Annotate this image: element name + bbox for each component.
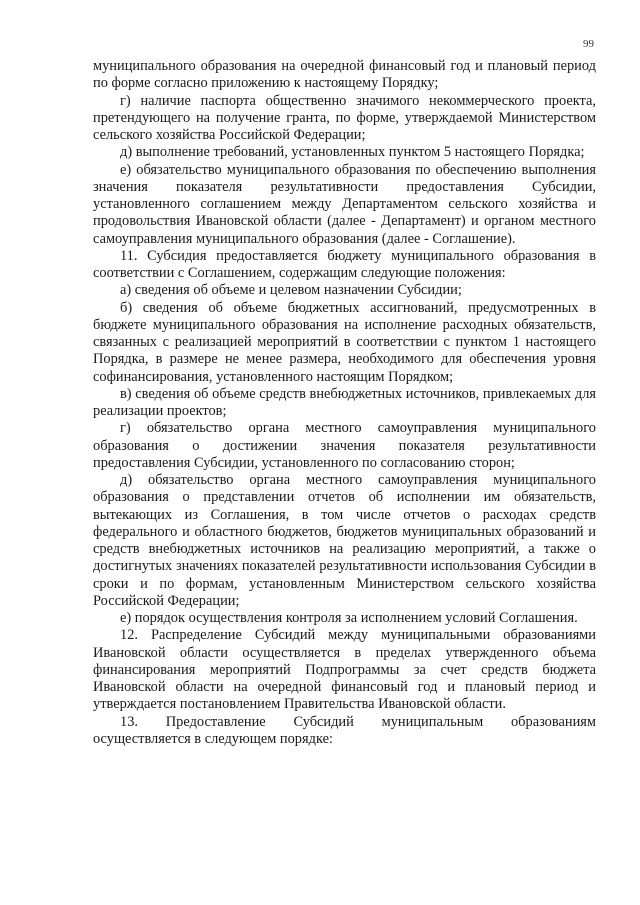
paragraph: г) обязательство органа местного самоуправления муниципального образования о достижении значения показателя результативности предоставления Субсидии, установленного по согласованию сторон;: [93, 420, 596, 471]
paragraph: е) порядок осуществления контроля за исполнением условий Соглашения.: [120, 610, 578, 626]
paragraph: а) сведения об объеме и целевом назначении Субсидии;: [120, 282, 462, 299]
paragraph: д) выполнение требований, установленных пунктом 5 настоящего Порядка;: [120, 144, 585, 161]
paragraph: г) наличие паспорта общественно значимого некоммерческого проекта, претендующего на получение гранта, по форме, утверждаемой Министерством сельского хозяйства Российской Федерации;: [93, 92, 596, 143]
paragraph: 12. Распределение Субсидий между муниципальными образованиями Ивановской области осуществляется в пределах утвержденного объема финансирования мероприятий Подпрограммы за счет средств бюджета Ивановской области на очередной финансовый год и плановый период и утверждается постановлением Правительства Ивановской области.: [93, 627, 596, 713]
paragraph: муниципального образования на очередной финансовый год и плановый период по форме согласно приложению к настоящему Порядку;: [93, 58, 596, 92]
document-body: [93, 58, 596, 748]
paragraph: в) сведения об объеме средств внебюджетных источников, привлекаемых для реализации проектов;: [93, 385, 596, 419]
paragraph: б) сведения об объеме бюджетных ассигнований, предусмотренных в бюджете муниципального образования на исполнение расходных обязательств, связанных с реализацией мероприятий в соответствии с пунктом 1 настоящего Порядка, в размере не менее размера, необходимого для обеспечения уровня софинансирования, установленного настоящим Порядком;: [93, 299, 596, 385]
paragraph: д) обязательство органа местного самоуправления муниципального образования о представлении отчетов об исполнении им обязательств, вытекающих из Соглашения, в том числе отчетов о расходах средств федерального и областного бюджетов, бюджетов муниципальных образований и средств внебюджетных источников на реализацию мероприятий, а также о достигнутых значениях показателей результативности использования Субсидии в сроки и по формам, установленным Министерством сельского хозяйства Российской Федерации;: [93, 472, 596, 609]
page-number: 99: [583, 38, 594, 50]
paragraph: 13. Предоставление Субсидий муниципальным образованиям осуществляется в следующем порядке:: [93, 713, 596, 747]
paragraph: 11. Субсидия предоставляется бюджету муниципального образования в соответствии с Соглашением, содержащим следующие положения:: [93, 247, 596, 281]
paragraph: е) обязательство муниципального образования по обеспечению выполнения значения показателя результативности предоставления Субсидии, установленного соглашением между Департаментом сельского хозяйства и продовольствия Ивановской области (далее - Департамент) и органом местного самоуправления муниципального образования (далее - Соглашение).: [93, 161, 596, 247]
